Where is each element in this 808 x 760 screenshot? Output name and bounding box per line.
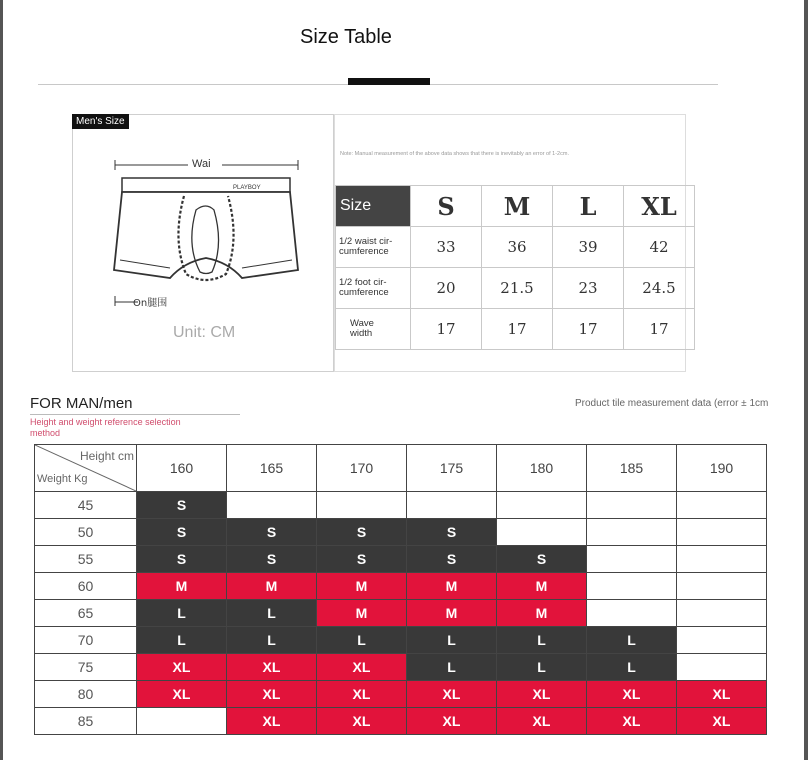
height-header: 160: [137, 445, 227, 492]
corner-header-cell: [35, 445, 137, 492]
weight-label: 85: [35, 708, 137, 735]
height-header: 175: [407, 445, 497, 492]
height-header: 180: [497, 445, 587, 492]
table-row: [35, 600, 767, 627]
size-cell-m: M: [317, 573, 407, 600]
size-cell-l: L: [407, 654, 497, 681]
weight-label: 65: [35, 600, 137, 627]
weight-label: 80: [35, 681, 137, 708]
table-cell: 24.5: [624, 268, 695, 309]
size-cell-l: L: [227, 627, 317, 654]
size-cell-empty: [677, 627, 767, 654]
size-cell-empty: [587, 573, 677, 600]
size-cell-l: L: [587, 627, 677, 654]
size-cell-m: M: [137, 573, 227, 600]
unit-label: Unit: CM: [173, 324, 236, 341]
table-cell: 36: [482, 227, 553, 268]
size-cell-empty: [137, 708, 227, 735]
size-cell-empty: [587, 600, 677, 627]
table-row: [35, 627, 767, 654]
size-cell-s: S: [137, 492, 227, 519]
boxer-brief-illustration: [100, 150, 310, 320]
height-axis-label: Height cm: [79, 449, 134, 463]
size-cell-xl: XL: [587, 708, 677, 735]
size-cell-empty: [677, 519, 767, 546]
table-cell: 20: [411, 268, 482, 309]
size-cell-xl: XL: [407, 681, 497, 708]
waist-row: [336, 227, 695, 268]
size-cell-l: L: [317, 627, 407, 654]
weight-label: 75: [35, 654, 137, 681]
size-cell-s: S: [227, 546, 317, 573]
size-cell-m: M: [407, 573, 497, 600]
size-cell-s: S: [317, 519, 407, 546]
height-weight-table: [34, 444, 767, 735]
table-cell: 21.5: [482, 268, 553, 309]
table-row: [35, 573, 767, 600]
product-size-header-row: [336, 186, 695, 227]
size-cell-m: M: [497, 600, 587, 627]
size-cell-empty: [677, 654, 767, 681]
size-cell-xl: XL: [677, 681, 767, 708]
size-cell-s: S: [317, 546, 407, 573]
section-heading: FOR MAN/men: [30, 395, 133, 412]
size-cell-xl: XL: [137, 654, 227, 681]
foot-row: [336, 268, 695, 309]
size-header-s: S: [411, 186, 482, 227]
table-cell: 17: [624, 309, 695, 350]
size-cell-empty: [677, 492, 767, 519]
page-title: Size Table: [300, 26, 392, 48]
size-header-cell: Size: [336, 186, 411, 227]
size-cell-l: L: [137, 627, 227, 654]
tile-measurement-note: Product tile measurement data (error ± 1cm: [575, 398, 769, 409]
size-cell-xl: XL: [587, 681, 677, 708]
table-row: [35, 519, 767, 546]
size-cell-xl: XL: [227, 681, 317, 708]
size-cell-s: S: [227, 519, 317, 546]
size-cell-xl: XL: [227, 654, 317, 681]
size-header-xl: XL: [624, 186, 695, 227]
table-row: [35, 708, 767, 735]
reference-method-note: Height and weight reference selection method: [30, 417, 181, 438]
size-cell-xl: XL: [497, 708, 587, 735]
weight-label: 55: [35, 546, 137, 573]
brand-label: PLAYBOY: [233, 185, 261, 191]
size-cell-empty: [677, 600, 767, 627]
size-cell-empty: [587, 492, 677, 519]
leg-marker-label: On腿围: [133, 298, 168, 309]
weight-label: 70: [35, 627, 137, 654]
size-cell-xl: XL: [677, 708, 767, 735]
table-row: [35, 681, 767, 708]
height-header: 165: [227, 445, 317, 492]
table-cell: 23: [553, 268, 624, 309]
table-row: [35, 546, 767, 573]
size-cell-l: L: [587, 654, 677, 681]
size-cell-m: M: [317, 600, 407, 627]
table-cell: 17: [482, 309, 553, 350]
size-cell-xl: XL: [497, 681, 587, 708]
size-cell-l: L: [227, 600, 317, 627]
size-cell-s: S: [137, 546, 227, 573]
table-cell: 17: [553, 309, 624, 350]
waist-marker-label: Wai: [192, 158, 211, 170]
weight-label: 50: [35, 519, 137, 546]
size-cell-l: L: [407, 627, 497, 654]
size-cell-xl: XL: [317, 708, 407, 735]
table-row: [35, 654, 767, 681]
size-cell-l: L: [497, 627, 587, 654]
measurement-note: Note: Manual measurement of the above data shows that there is inevitably an error of 1-2cm.: [340, 151, 569, 157]
size-cell-empty: [497, 519, 587, 546]
size-cell-l: L: [137, 600, 227, 627]
title-underline-bar: [348, 78, 430, 85]
size-cell-m: M: [407, 600, 497, 627]
left-edge-border: [0, 0, 3, 760]
table-row: [35, 492, 767, 519]
size-cell-xl: XL: [407, 708, 497, 735]
weight-label: 45: [35, 492, 137, 519]
table-cell: 42: [624, 227, 695, 268]
size-cell-s: S: [497, 546, 587, 573]
height-header: 190: [677, 445, 767, 492]
size-cell-xl: XL: [317, 681, 407, 708]
table-cell: 17: [411, 309, 482, 350]
size-cell-s: S: [407, 546, 497, 573]
size-cell-empty: [677, 573, 767, 600]
mens-size-tag: Men's Size: [72, 114, 129, 129]
size-cell-xl: XL: [227, 708, 317, 735]
row-label-foot: 1/2 foot cir- cumference: [336, 268, 411, 309]
size-cell-s: S: [407, 519, 497, 546]
size-cell-empty: [317, 492, 407, 519]
wave-width-row: [336, 309, 695, 350]
height-weight-body: [35, 492, 767, 735]
size-cell-xl: XL: [137, 681, 227, 708]
size-cell-empty: [227, 492, 317, 519]
row-label-wave: Wave width: [336, 309, 411, 350]
weight-label: 60: [35, 573, 137, 600]
right-edge-border: [804, 0, 808, 760]
table-cell: 39: [553, 227, 624, 268]
size-header-m: M: [482, 186, 553, 227]
size-cell-m: M: [497, 573, 587, 600]
size-cell-xl: XL: [317, 654, 407, 681]
size-cell-empty: [677, 546, 767, 573]
height-header: 185: [587, 445, 677, 492]
size-cell-s: S: [137, 519, 227, 546]
weight-axis-label: Weight Kg: [37, 473, 88, 485]
size-cell-empty: [587, 519, 677, 546]
table-cell: 33: [411, 227, 482, 268]
size-cell-empty: [497, 492, 587, 519]
size-cell-l: L: [497, 654, 587, 681]
row-label-waist: 1/2 waist cir- cumference: [336, 227, 411, 268]
height-header: 170: [317, 445, 407, 492]
size-header-l: L: [553, 186, 624, 227]
size-cell-empty: [407, 492, 497, 519]
product-size-table: [335, 185, 695, 350]
size-cell-m: M: [227, 573, 317, 600]
size-cell-empty: [587, 546, 677, 573]
height-header-row: [35, 445, 767, 492]
section-heading-rule: [30, 414, 240, 415]
